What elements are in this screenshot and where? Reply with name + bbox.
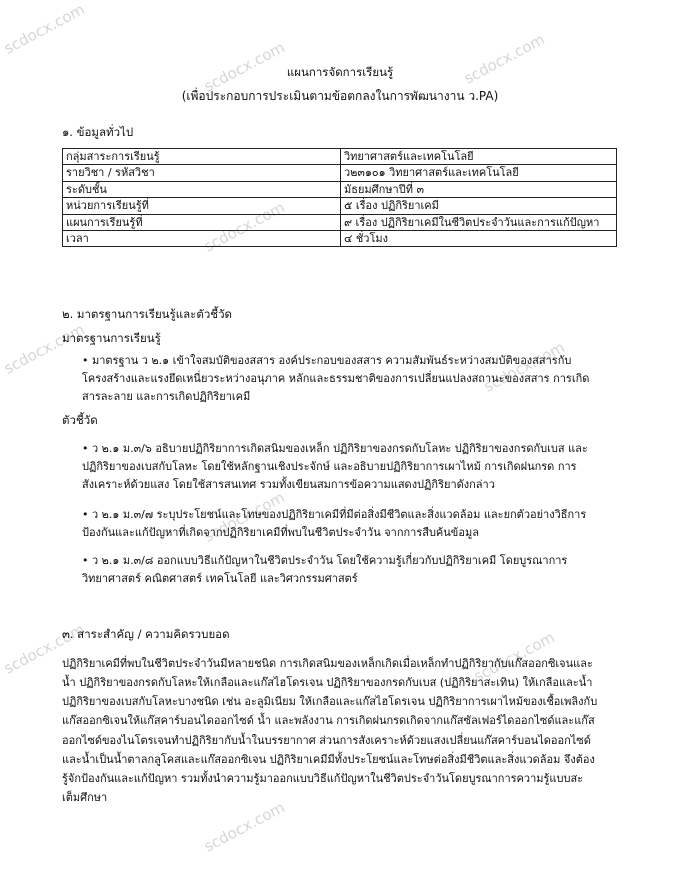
watermark: scdocx.com [200,488,288,546]
table-row [63,181,617,197]
section2-heading: ๒. มาตรฐานการเรียนรู้และตัวชี้วัด [62,307,233,321]
text-line: • ว ๒.๑ ม.๓/๘ ออกแบบวิธีแก้ปัญหาในชีวิตประจำวัน โดยใช้ความรู้เกี่ยวกับปฏิกิริยาเคมี โดยบูรณาการ [82,554,568,567]
text-line: สารละลาย และการเกิดปฏิกิริยาเคมี [82,389,251,403]
text-line: ออกไซด์ของไนโตรเจนทำปฏิกิริยากับน้ำในบรรยากาศ ส่วนการสังเคราะห์ด้วยแสงเปลี่ยนแก๊สคาร์บอนไดออกไซด์ [62,733,591,747]
text-line: รู้จักป้องกันและแก้ปัญหา รวมทั้งนำความรู้มาออกแบบวิธีแก้ปัญหาในชีวิตประจำวันโดยบูรณาการความรู้แบบสะ [62,771,584,785]
watermark: scdocx.com [0,320,88,378]
text-line: สังเคราะห์ด้วยแสง โดยใช้สารสนเทศ รวมทั้งเขียนสมการข้อความแสดงปฏิกิริยาดังกล่าว [82,477,495,491]
watermark: scdocx.com [470,628,558,686]
general-info-table [62,148,617,247]
table-value: ๔ ชั่วโมง [341,230,617,246]
table-value: วิทยาศาสตร์และเทคโนโลยี [341,149,617,165]
watermark: scdocx.com [200,38,288,96]
table-key: รายวิชา / รหัสวิชา [63,165,341,181]
table-key: เวลา [63,230,341,246]
document-subtitle: (เพื่อประกอบการประเมินตามข้อตกลงในการพัฒนางาน ว.PA) [181,89,499,103]
section1-heading: ๑. ข้อมูลทั่วไป [62,125,134,139]
text-line: เต็มศึกษา [62,790,108,804]
table-value: มัธยมศึกษาปีที่ ๓ [341,181,617,197]
indicator-bullet-2 [82,506,622,542]
standard-bullet [82,352,622,405]
watermark: scdocx.com [200,198,288,256]
text-line: แก๊สออกซิเจนให้แก๊สคาร์บอนไดออกไซด์ น้ำ และพลังงาน การเกิดฝนกรดเกิดจากแก๊สซัลเฟอร์ไดออกไซด์และแก๊ส [62,714,595,728]
section3-heading: ๓. สาระสำคัญ / ความคิดรวบยอด [62,627,230,641]
document-title: แผนการจัดการเรียนรู้ [286,65,394,79]
table-value: ๙ เรื่อง ปฏิกิริยาเคมีในชีวิตประจำวันและการแก้ปัญหา [341,214,617,230]
table-key: ระดับชั้น [63,181,341,197]
table-key: หน่วยการเรียนรู้ที่ [63,198,341,214]
table-key: กลุ่มสาระการเรียนรู้ [63,149,341,165]
table-value: ว๒๓๑๐๑ วิทยาศาสตร์และเทคโนโลยี [341,165,617,181]
watermark: scdocx.com [460,30,548,88]
text-line: โครงสร้างและแรงยึดเหนี่ยวระหว่างอนุภาค หลักและธรรมชาติของการเปลี่ยนแปลงสถานะของสสาร การเกิด [82,371,590,385]
text-line: และน้ำเป็นน้ำตาลกลูโคสและแก๊สออกซิเจน ปฏิกิริยาเคมีมีทั้งประโยชน์และโทษต่อสิ่งมีชีวิตและสิ่งแวดล้อม จึงต้อง [62,752,595,766]
table-value: ๕ เรื่อง ปฏิกิริยาเคมี [341,198,617,214]
section3-paragraph [62,654,622,807]
table-row [63,230,617,246]
table-row [63,198,617,214]
text-line: ปฏิกิริยาเคมีที่พบในชีวิตประจำวันมีหลายชนิด การเกิดสนิมของเหล็กเกิดเมื่อเหล็กทำปฏิกิริยากับแก๊สออกซิเจนและ [62,657,593,670]
text-line: • ว ๒.๑ ม.๓/๗ ระบุประโยชน์และโทษของปฏิกิริยาเคมีที่มีต่อสิ่งมีชีวิตและสิ่งแวดล้อม และยกตัวอย่างวิธีการ [82,508,587,521]
text-line: • ว ๒.๑ ม.๓/๖ อธิบายปฏิกิริยาการเกิดสนิมของเหล็ก ปฏิกิริยาของกรดกับโลหะ ปฏิกิริยาของกรดกับเบส และ [82,442,588,455]
text-line: ปฏิกิริยาของเบสกับโลหะบางชนิด เช่น อะลูมิเนียม ให้เกลือและแก๊สไฮโดรเจน ปฏิกิริยาการเผาไหม้ของเชื้อเพลิงกับ [62,695,598,709]
indicator-label: ตัวชี้วัด [62,413,98,427]
text-line: ป้องกันและแก้ปัญหาที่เกิดจากปฏิกิริยาเคมีที่พบในชีวิตประจำวัน จากการสืบค้นข้อมูล [82,525,479,539]
text-line: วิทยาศาสตร์ คณิตศาสตร์ เทคโนโลยี และวิศวกรรมศาสตร์ [82,571,358,585]
watermark: scdocx.com [0,0,88,58]
text-line: • มาตรฐาน ว ๒.๑ เข้าใจสมบัติของสสาร องค์ประกอบของสสาร ความสัมพันธ์ระหว่างสมบัติของสสารกับ [82,354,572,367]
watermark: scdocx.com [200,798,288,856]
text-line: น้ำ ปฏิกิริยาของกรดกับโลหะให้เกลือและแก๊สไฮโดรเจน ปฏิกิริยาของกรดกับเบส (ปฏิกิริยาสะเทิน) ให้เกลือและน้ำ [62,676,593,690]
table-row [63,149,617,165]
standard-label: มาตรฐานการเรียนรู้ [62,331,161,345]
table-row [63,214,617,230]
text-line: ปฏิกิริยาของเบสกับโลหะ โดยใช้หลักฐานเชิงประจักษ์ และอธิบายปฏิกิริยาการเผาไหม้ การเกิดฝนกรด การ [82,459,577,473]
watermark: scdocx.com [0,620,88,678]
indicator-bullet-1 [82,440,622,493]
indicator-bullet-3 [82,552,622,588]
table-key: แผนการเรียนรู้ที่ [63,214,341,230]
table-row [63,165,617,181]
watermark: scdocx.com [480,338,568,396]
